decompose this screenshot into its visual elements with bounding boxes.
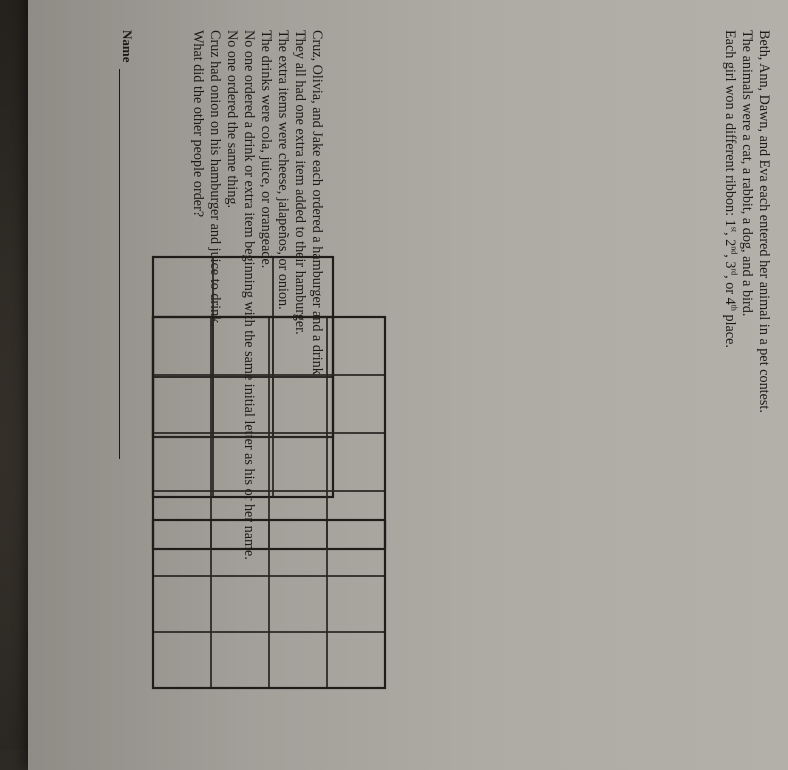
ribbon-sup: th	[729, 304, 739, 311]
ribbon-text: , 2	[722, 232, 738, 247]
grid-1-bottom-cell	[273, 317, 333, 377]
grid-1-top-cell	[213, 257, 273, 317]
grid-1-bottom-cell	[273, 437, 333, 497]
ribbon-sup: rd	[729, 268, 739, 276]
grid-2-top-cell	[269, 317, 327, 375]
puzzle-1-line: The drinks were cola, juice, or orangeade.	[258, 30, 274, 269]
ribbon-text: Each girl won a different ribbon: 1	[722, 30, 738, 227]
grid-2-bottom-cell	[327, 576, 385, 632]
grid-1-bottom-cell	[273, 377, 333, 437]
puzzle-1-line: What did the other people order?	[190, 30, 206, 218]
grid-2-top-cell	[269, 433, 327, 491]
grid-2-bottom-cell	[211, 576, 269, 632]
grid-2-top-cell	[211, 317, 269, 375]
puzzle-2-line: The animals were a cat, a rabbit, a dog, and a bird.	[739, 30, 755, 317]
puzzle-1-line: Cruz, Olivia, and Jake each ordered a hamburger and a drink.	[309, 30, 325, 379]
name-label: Name	[120, 30, 135, 63]
puzzle-1-line: The extra items were cheese, jalapeños, or onion.	[275, 30, 291, 310]
puzzle-1-line: Cruz had onion on his hamburger and juice to drink.	[207, 30, 223, 327]
grid-1-bottom-cell	[213, 437, 273, 497]
grid-2-bottom-cell	[269, 576, 327, 632]
grid-2-top-cell	[211, 375, 269, 433]
grid-1-top-border	[153, 257, 333, 437]
grid-1-top-cell	[213, 317, 273, 377]
logic-grid-2	[153, 317, 385, 688]
logic-grid-1	[153, 257, 333, 497]
grid-1-top-cell	[273, 257, 333, 317]
grid-1-top-cell	[153, 377, 213, 437]
grid-2-top-cell	[153, 433, 211, 491]
grid-1-top-cell	[153, 317, 213, 377]
grid-1-top-cell	[213, 377, 273, 437]
ribbon-text: , 3	[722, 254, 738, 269]
grid-2-top-cell	[327, 375, 385, 433]
grid-1-top-cell	[273, 377, 333, 437]
grid-2-bottom-cell	[211, 632, 269, 688]
grid-1-bottom-cell	[153, 317, 213, 377]
grid-1-bottom-cell	[213, 317, 273, 377]
grid-2-top-cell	[153, 317, 211, 375]
grid-2-top-cell	[269, 375, 327, 433]
ribbon-sup: st	[729, 226, 739, 233]
grid-2-top-cell	[153, 375, 211, 433]
grid-2-top-cell	[327, 317, 385, 375]
puzzle-2-line: Beth, Ann, Dawn, and Eva each entered her animal in a pet contest.	[756, 30, 772, 413]
ribbon-sup: nd	[729, 246, 739, 255]
grid-2-bottom-cell	[153, 632, 211, 688]
puzzle-1-line: No one ordered the same thing.	[224, 30, 240, 209]
ribbon-text: , or 4	[722, 275, 738, 305]
grid-1-top-cell	[273, 317, 333, 377]
grid-2-bottom-cell	[153, 576, 211, 632]
ribbon-text: place.	[722, 310, 738, 348]
puzzle-1-line: No one ordered a drink or extra item beginning with the same initial letter as his or her name.	[241, 30, 257, 560]
grid-1-bottom-cell	[153, 437, 213, 497]
grid-1-bottom-cell	[213, 377, 273, 437]
puzzle-1-line: They all had one extra item added to their hamburger.	[292, 30, 308, 335]
grid-2-top-cell	[211, 433, 269, 491]
grid-2-bottom-cell	[269, 632, 327, 688]
grid-2-top-cell	[327, 433, 385, 491]
grid-1-bottom-cell	[153, 377, 213, 437]
grid-1-bottom-border	[153, 317, 333, 497]
grid-1-top-cell	[153, 257, 213, 317]
grid-2-bottom-cell	[327, 632, 385, 688]
